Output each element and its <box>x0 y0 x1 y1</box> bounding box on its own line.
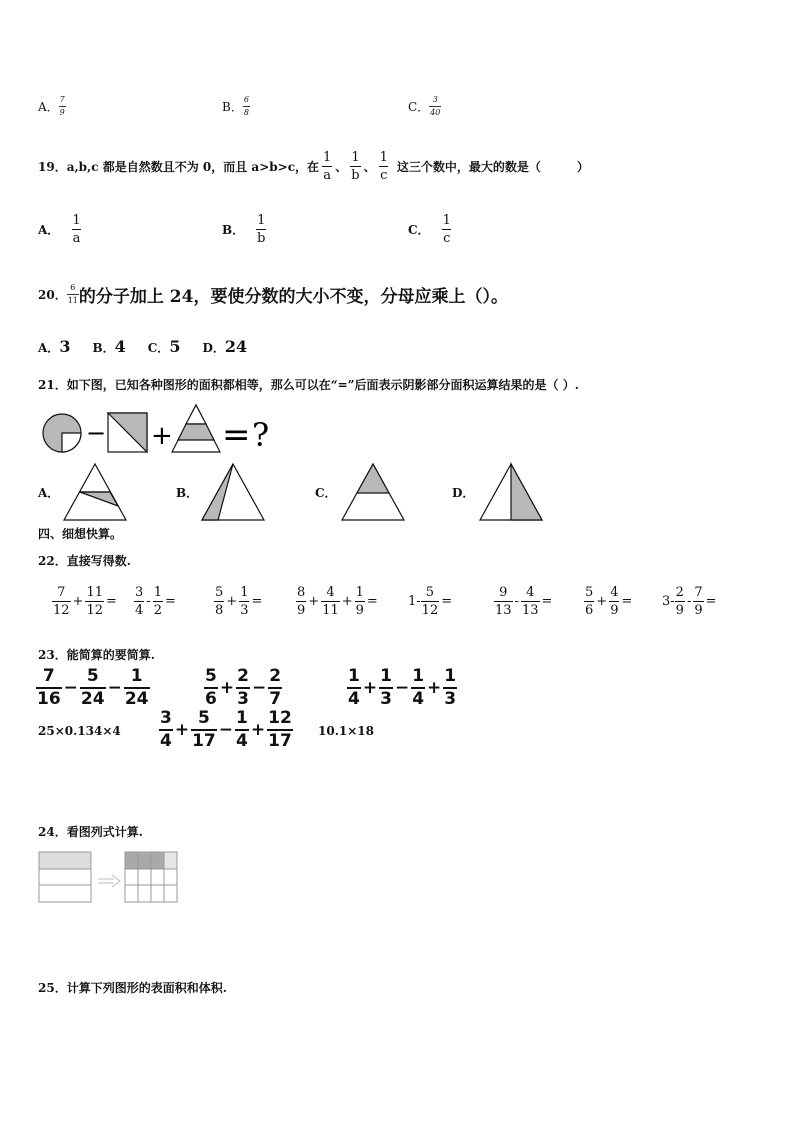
plus-sign: + <box>151 421 173 451</box>
fraction: $\frac{6}{8}$ <box>243 95 249 117</box>
q21-option-d-label[interactable]: D． <box>452 486 475 500</box>
option-label: A． <box>38 100 59 114</box>
q23-title: 23．能简算的要简算. <box>38 648 155 662</box>
q23-expression-2 <box>204 668 282 708</box>
prefix: 3- <box>662 594 675 609</box>
question-number: 20． <box>38 288 67 302</box>
fraction: $\frac{12}{17}$ <box>268 708 292 751</box>
q21-option-c-label[interactable]: C． <box>315 486 337 500</box>
q24-title: 24．看图列式计算. <box>38 825 143 839</box>
q20-option-d[interactable]: D．24 <box>202 337 248 356</box>
q21-option-a-figure[interactable] <box>62 462 128 522</box>
fraction: $\frac{1}{3}$ <box>380 666 392 709</box>
fraction: $\frac{1}{a}$ <box>72 213 81 246</box>
fraction: $\frac{1}{3}$ <box>444 666 457 709</box>
fraction: $\frac{2}{9}$ <box>675 585 684 618</box>
fraction: $\frac{1}{2}$ <box>153 585 162 618</box>
q23-expression-1 <box>36 668 150 708</box>
operator: + <box>250 720 266 740</box>
fraction: $\frac{5}{24}$ <box>80 666 105 709</box>
operator: + <box>596 594 608 609</box>
operator: + <box>362 678 378 698</box>
option-label: B． <box>222 223 245 237</box>
equals: = <box>621 594 633 609</box>
q22-item-1 <box>52 586 119 617</box>
fraction: $\frac{1}{4}$ <box>236 708 248 751</box>
operator: + <box>226 594 238 609</box>
separator: 、 <box>363 160 376 174</box>
option-label: C． <box>408 223 430 237</box>
q20-option-c[interactable]: C．5 <box>147 337 181 356</box>
question-text: 的分子加上 24，要使分数的大小不变，分母应乘上（）。 <box>78 287 508 307</box>
question-text: a,b,c 都是自然数且不为 0，而且 a>b>c，在 <box>66 160 319 174</box>
question-number: 19． <box>38 160 67 174</box>
left-rectangle-thirds <box>39 852 91 902</box>
fraction: $\frac{1}{3}$ <box>240 585 249 618</box>
q22-expressions <box>52 586 752 630</box>
q21-option-b-label[interactable]: B． <box>176 486 199 500</box>
fraction: $\frac{4}{13}$ <box>521 585 539 618</box>
fraction: $\frac{1}{4}$ <box>348 666 360 709</box>
q25-title: 25．计算下列图形的表面积和体积. <box>38 981 227 995</box>
section-heading: 四、细想快算。 <box>38 527 123 541</box>
fraction: $\frac{7}{16}$ <box>37 666 61 709</box>
fraction: $\frac{3}{40}$ <box>430 95 441 117</box>
fraction: $\frac{5}{6}$ <box>585 585 594 618</box>
fraction: $\frac{6}{11}$ <box>67 283 78 305</box>
operator: + <box>72 594 84 609</box>
operator: - <box>514 594 519 609</box>
operator: + <box>427 678 442 698</box>
q22-item-7 <box>584 586 634 617</box>
quarter-cut-circle-shape <box>43 414 81 452</box>
q21-question-text: 21．如下图，已知各种图形的面积都相等，那么可以在“=”后面表示阴影部分面积运算结果的是（ ）. <box>38 378 579 392</box>
q22-item-8 <box>662 586 719 617</box>
fraction: $\frac{1}{24}$ <box>124 666 149 709</box>
equals: = <box>705 594 717 609</box>
q21-option-b-figure[interactable] <box>200 462 266 522</box>
fraction: $\frac{5}{6}$ <box>205 666 217 709</box>
q18-option-c[interactable] <box>408 96 441 117</box>
q20-options <box>38 337 247 356</box>
q24-fraction-diagram <box>38 850 180 906</box>
question-mark: ? <box>252 416 270 454</box>
fraction: $\frac{7}{9}$ <box>59 95 65 117</box>
fraction: $\frac{1}{b}$ <box>257 213 266 246</box>
q19-option-c[interactable] <box>408 214 452 245</box>
operator: + <box>341 594 353 609</box>
fraction: $\frac{5}{12}$ <box>421 585 439 618</box>
operator: − <box>107 678 122 698</box>
operator: - <box>686 594 692 609</box>
operator: + <box>219 678 235 698</box>
q18-option-a[interactable] <box>38 96 66 117</box>
q20-option-b[interactable]: B．4 <box>92 337 126 356</box>
fraction: $\frac{2}{7}$ <box>269 666 282 709</box>
q19-option-b[interactable] <box>222 214 266 245</box>
operator: - <box>146 594 151 609</box>
q21-option-c-figure[interactable] <box>340 462 406 522</box>
q21-option-d-figure[interactable] <box>478 462 544 522</box>
fraction: $\frac{7}{12}$ <box>53 585 70 618</box>
arrow-right-icon <box>98 875 120 887</box>
fraction: $\frac{9}{13}$ <box>495 585 512 618</box>
q19-question <box>38 151 589 182</box>
q22-item-2 <box>134 586 178 617</box>
q22-item-6 <box>494 586 554 617</box>
operator: − <box>394 678 410 698</box>
fraction: $\frac{8}{9}$ <box>297 585 306 618</box>
fraction: $\frac{1}{b}$ <box>351 150 360 183</box>
fraction: $\frac{1}{c}$ <box>442 213 451 246</box>
right-grid-rectangle <box>125 852 177 902</box>
equals: = <box>106 594 117 609</box>
fraction: $\frac{11}{12}$ <box>86 585 103 618</box>
diagonal-square-shape <box>108 413 147 452</box>
option-label: A． <box>38 223 60 237</box>
q23-expression-6: 10.1×18 <box>318 724 374 738</box>
fraction: $\frac{7}{9}$ <box>694 585 703 618</box>
fraction: $\frac{4}{9}$ <box>610 585 619 618</box>
operator: + <box>174 720 190 740</box>
q22-title: 22．直接写得数. <box>38 554 131 568</box>
q20-option-a[interactable]: A．3 <box>38 337 71 356</box>
striped-triangle-shape <box>172 405 220 452</box>
operator: − <box>218 720 234 740</box>
q20-question <box>38 282 508 307</box>
q23-expression-4: 25×0.134×4 <box>38 724 121 738</box>
operator: − <box>63 678 78 698</box>
fraction: $\frac{3}{4}$ <box>135 585 144 618</box>
equals: = <box>251 594 263 609</box>
operator: + <box>308 594 320 609</box>
q22-item-3 <box>214 586 264 617</box>
equals: = <box>164 594 176 609</box>
q21-option-a-label[interactable]: A． <box>38 486 60 500</box>
fraction: $\frac{5}{8}$ <box>215 585 224 618</box>
fraction: $\frac{4}{11}$ <box>322 585 339 618</box>
q23-expression-5 <box>159 710 293 750</box>
question-text: 这三个数中，最大的数是（ ） <box>396 160 589 174</box>
q22-item-5 <box>408 586 454 617</box>
q18-option-b[interactable] <box>222 96 250 117</box>
fraction: $\frac{3}{4}$ <box>160 708 172 751</box>
q22-item-4 <box>296 586 380 617</box>
equals: = <box>366 594 378 609</box>
fraction: $\frac{1}{9}$ <box>355 585 364 618</box>
q21-equation-figure <box>38 400 288 458</box>
equals: = <box>441 594 453 609</box>
fraction: $\frac{1}{a}$ <box>323 150 332 183</box>
option-label: B． <box>222 100 243 114</box>
separator: 、 <box>335 160 348 174</box>
fraction: $\frac{1}{c}$ <box>379 150 388 183</box>
fraction: $\frac{2}{3}$ <box>237 666 249 709</box>
equals: = <box>541 594 553 609</box>
prefix: 1- <box>408 594 421 609</box>
option-label: C． <box>408 100 430 114</box>
q19-option-a[interactable] <box>38 214 82 245</box>
fraction: $\frac{1}{4}$ <box>412 666 425 709</box>
equals-sign: = <box>222 415 251 455</box>
minus-sign: − <box>86 419 107 447</box>
operator: − <box>251 678 267 698</box>
fraction: $\frac{5}{17}$ <box>192 708 216 751</box>
q23-expression-3 <box>347 668 457 708</box>
